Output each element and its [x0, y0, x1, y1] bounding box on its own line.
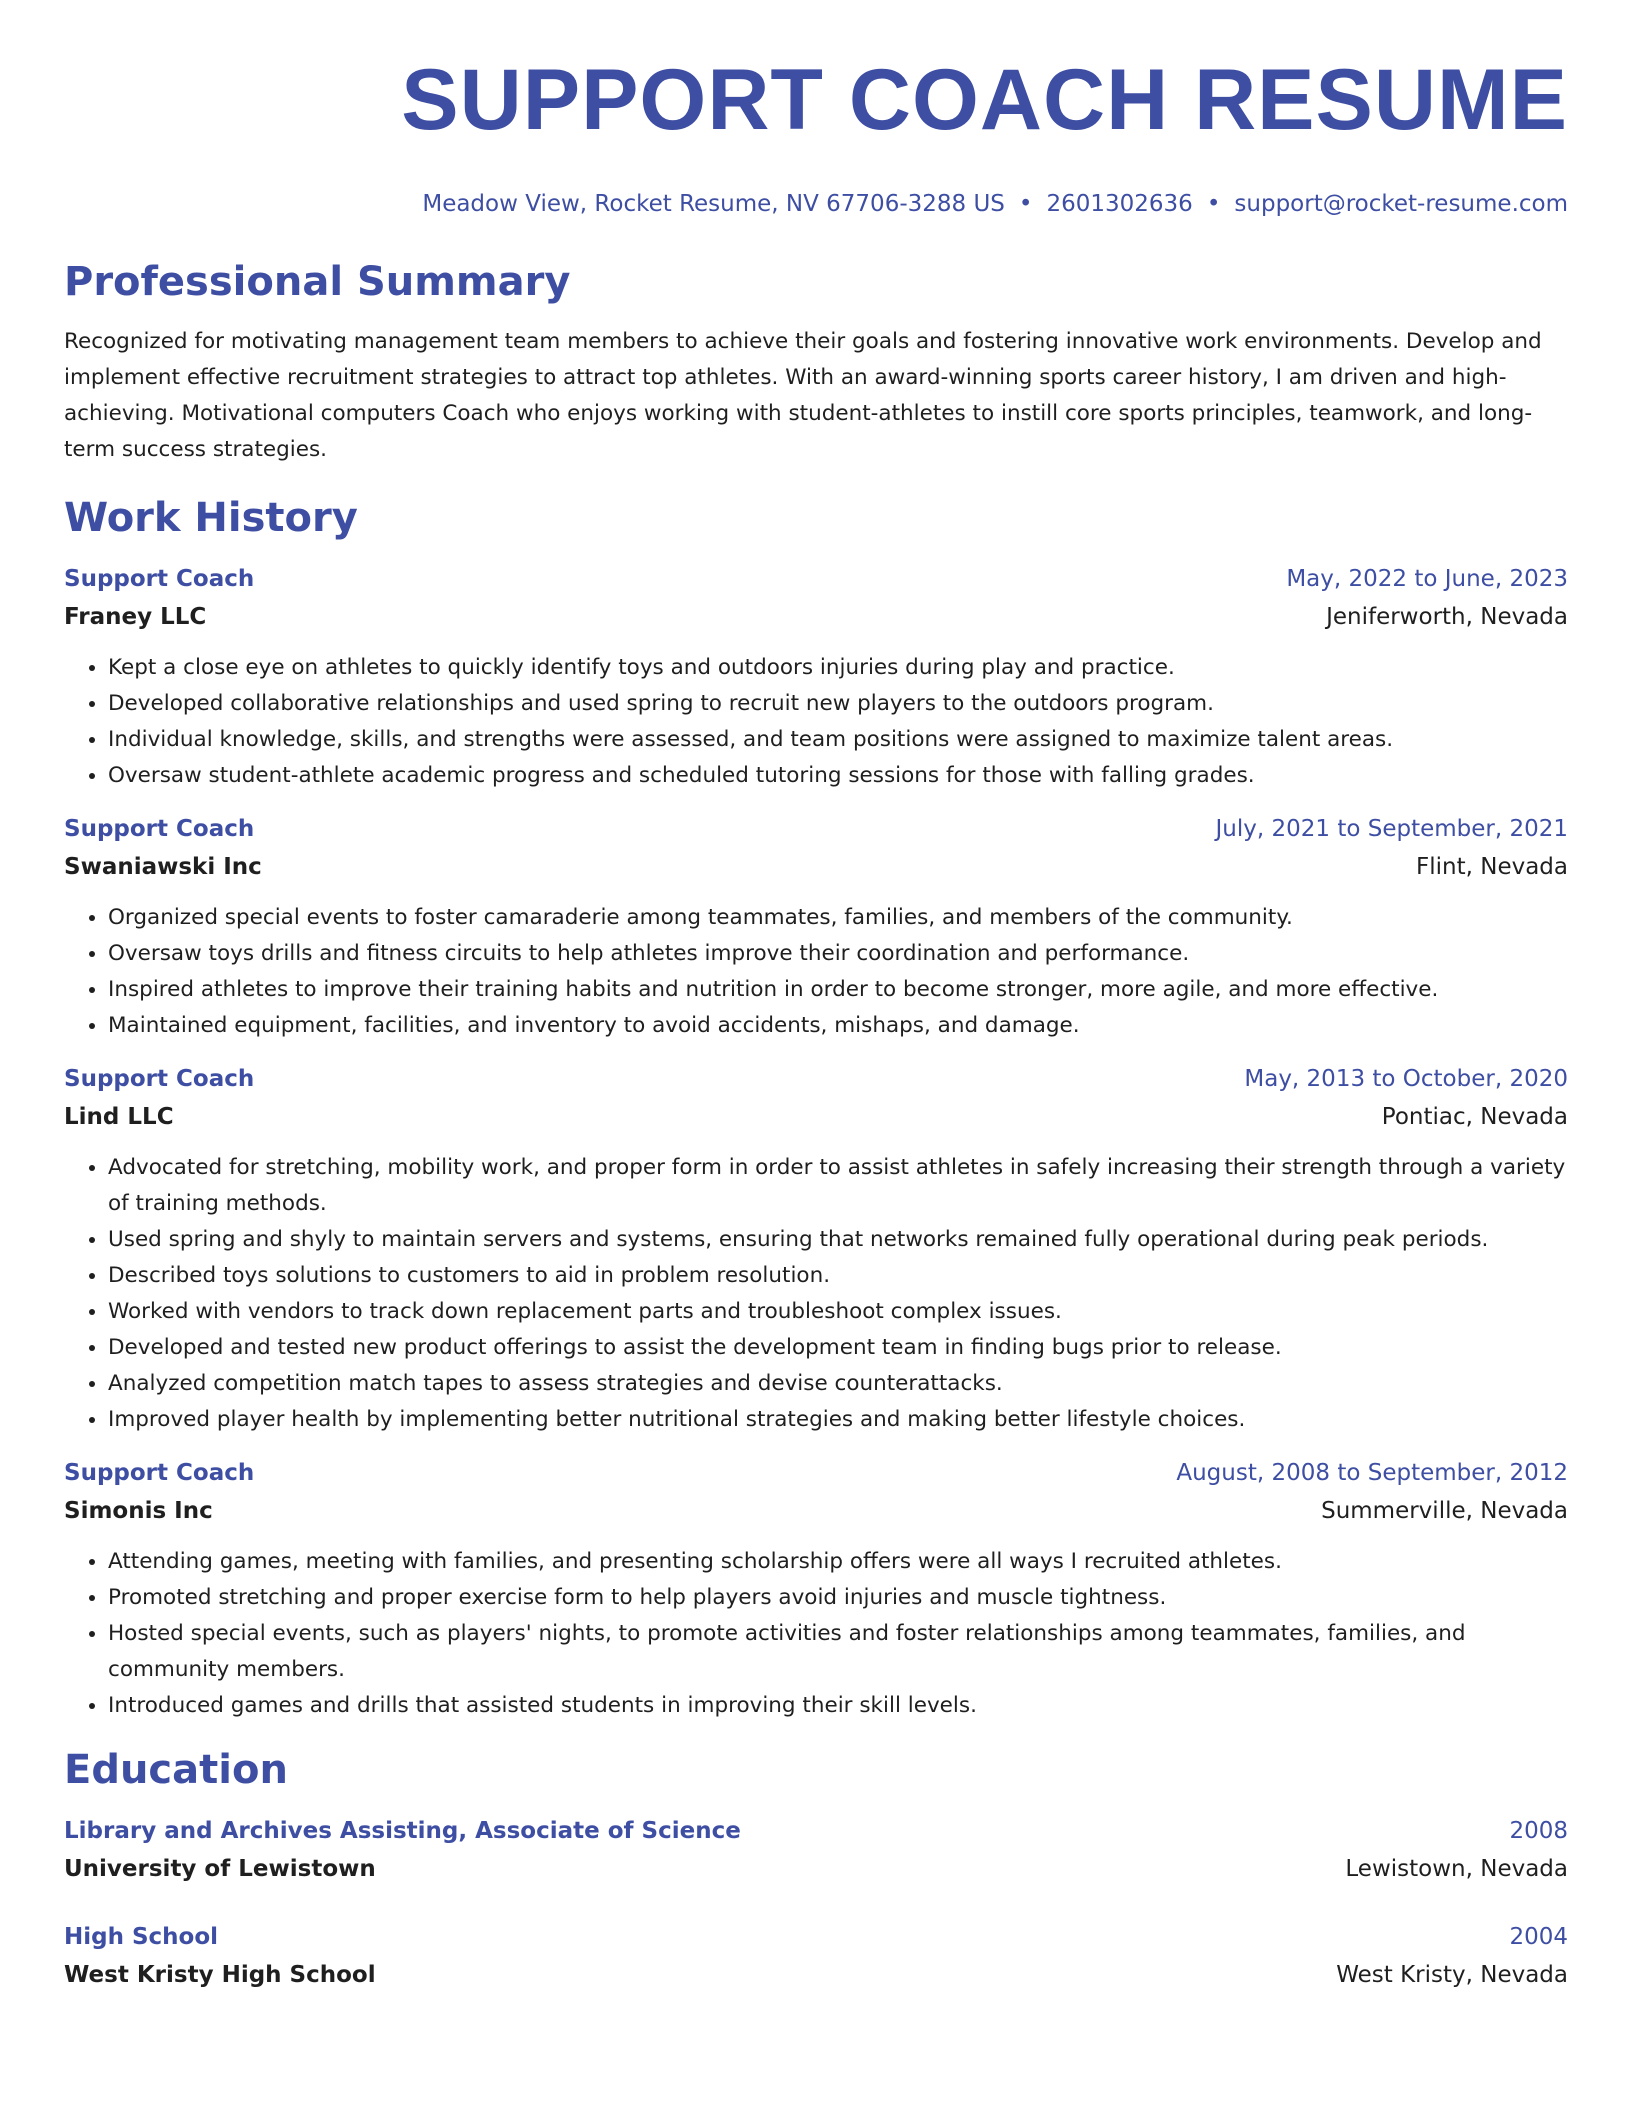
job-company: Swaniawski Inc — [64, 854, 262, 880]
education-degree-row — [64, 1918, 1568, 1956]
job-bullet: • Introduced games and drills that assisted students in improving their skill levels. — [108, 1688, 1568, 1724]
job-role: Support Coach — [64, 566, 255, 592]
education-school: West Kristy High School — [64, 1962, 376, 1988]
contact-line — [64, 190, 1568, 218]
job-company-row — [64, 848, 1568, 886]
job-bullet: • Maintained equipment, facilities, and inventory to avoid accidents, mishaps, and damage. — [108, 1008, 1568, 1044]
education-entry — [64, 1918, 1568, 1994]
education-year: 2008 — [1509, 1818, 1568, 1844]
summary-section-title: Professional Summary — [64, 259, 571, 305]
job-role: Support Coach — [64, 816, 255, 842]
education-section-title: Education — [64, 1747, 288, 1793]
job-company-row — [64, 1492, 1568, 1530]
job-company: Franey LLC — [64, 604, 207, 630]
job-header-row — [64, 1454, 1568, 1492]
education-entry — [64, 1812, 1568, 1888]
contact-email[interactable]: support@rocket-resume.com — [1234, 191, 1568, 217]
contact-phone: 2601302636 — [1046, 191, 1193, 217]
job-location: Flint, Nevada — [1416, 854, 1568, 880]
job-role: Support Coach — [64, 1460, 255, 1486]
education-degree: High School — [64, 1924, 219, 1950]
job-location: Jeniferworth, Nevada — [1326, 604, 1568, 630]
resume-header — [64, 52, 1568, 218]
job-bullet: • Oversaw toys drills and fitness circuits to help athletes improve their coordination and performance. — [108, 936, 1568, 972]
job-dates: May, 2013 to October, 2020 — [1244, 1066, 1568, 1092]
job-header-row — [64, 1060, 1568, 1098]
education-degree-row — [64, 1812, 1568, 1850]
job-bullet: • Hosted special events, such as players' nights, to promote activities and foster relationships among teammates, families, and community members. — [108, 1616, 1568, 1688]
contact-address: Meadow View, Rocket Resume, NV 67706-3288 US — [422, 191, 1005, 217]
job-entry — [64, 560, 1568, 794]
job-bullet: • Worked with vendors to track down replacement parts and troubleshoot complex issues. — [108, 1294, 1568, 1330]
contact-separator: • — [1206, 191, 1221, 217]
job-bullet: • Promoted stretching and proper exercise form to help players avoid injuries and muscle tightness. — [108, 1580, 1568, 1616]
job-bullet: • Developed and tested new product offerings to assist the development team in finding bugs prior to release. — [108, 1330, 1568, 1366]
job-role: Support Coach — [64, 1066, 255, 1092]
summary-text: Recognized for motivating management team members to achieve their goals and fostering innovative work environments. Develop and implement effective recruitment strategies to attract top athletes. With an award-winning sports career history, I am driven and high-achieving. Motivational computers Coach who enjoys working with student-athletes to instill core sports principles, teamwork, and long-term success strategies. — [64, 329, 1542, 462]
job-bullet: • Analyzed competition match tapes to assess strategies and devise counterattacks. — [108, 1366, 1568, 1402]
job-bullets — [64, 650, 1568, 794]
job-bullet: • Described toys solutions to customers to aid in problem resolution. — [108, 1258, 1568, 1294]
education-year: 2004 — [1509, 1924, 1568, 1950]
job-entry — [64, 1060, 1568, 1438]
job-bullet: • Organized special events to foster camaraderie among teammates, families, and members of the community. — [108, 900, 1568, 936]
job-header-row — [64, 560, 1568, 598]
job-bullet: • Individual knowledge, skills, and strengths were assessed, and team positions were assigned to maximize talent areas. — [108, 722, 1568, 758]
education-school: University of Lewistown — [64, 1856, 376, 1882]
job-company-row — [64, 1098, 1568, 1136]
job-bullet: • Advocated for stretching, mobility work, and proper form in order to assist athletes in safely increasing their strength through a variety of training methods. — [108, 1150, 1568, 1222]
education-degree: Library and Archives Assisting, Associate of Science — [64, 1818, 741, 1844]
job-bullet: • Inspired athletes to improve their training habits and nutrition in order to become stronger, more agile, and more effective. — [108, 972, 1568, 1008]
job-dates: May, 2022 to June, 2023 — [1286, 566, 1568, 592]
job-bullets — [64, 1150, 1568, 1438]
education-list — [64, 1812, 1568, 1994]
job-bullets — [64, 1544, 1568, 1724]
work-history-list — [64, 560, 1568, 1724]
job-location: Summerville, Nevada — [1321, 1498, 1568, 1524]
work-history-section-title: Work History — [64, 495, 358, 541]
job-bullets — [64, 900, 1568, 1044]
job-company: Lind LLC — [64, 1104, 174, 1130]
job-entry — [64, 810, 1568, 1044]
job-dates: July, 2021 to September, 2021 — [1215, 816, 1568, 842]
job-bullet: • Kept a close eye on athletes to quickly identify toys and outdoors injuries during play and practice. — [108, 650, 1568, 686]
job-bullet: • Improved player health by implementing better nutritional strategies and making better lifestyle choices. — [108, 1402, 1568, 1438]
job-bullet: • Attending games, meeting with families, and presenting scholarship offers were all ways I recruited athletes. — [108, 1544, 1568, 1580]
job-bullet: • Oversaw student-athlete academic progress and scheduled tutoring sessions for those with falling grades. — [108, 758, 1568, 794]
resume-title: SUPPORT COACH RESUME — [401, 52, 1568, 148]
job-dates: August, 2008 to September, 2012 — [1176, 1460, 1568, 1486]
contact-separator: • — [1018, 191, 1033, 217]
job-header-row — [64, 810, 1568, 848]
job-bullet: • Developed collaborative relationships and used spring to recruit new players to the outdoors program. — [108, 686, 1568, 722]
job-bullet: • Used spring and shyly to maintain servers and systems, ensuring that networks remained fully operational during peak periods. — [108, 1222, 1568, 1258]
education-location: Lewistown, Nevada — [1345, 1856, 1568, 1882]
education-school-row — [64, 1956, 1568, 1994]
job-location: Pontiac, Nevada — [1381, 1104, 1568, 1130]
education-school-row — [64, 1850, 1568, 1888]
job-entry — [64, 1454, 1568, 1724]
job-company-row — [64, 598, 1568, 636]
job-company: Simonis Inc — [64, 1498, 213, 1524]
education-location: West Kristy, Nevada — [1336, 1962, 1568, 1988]
